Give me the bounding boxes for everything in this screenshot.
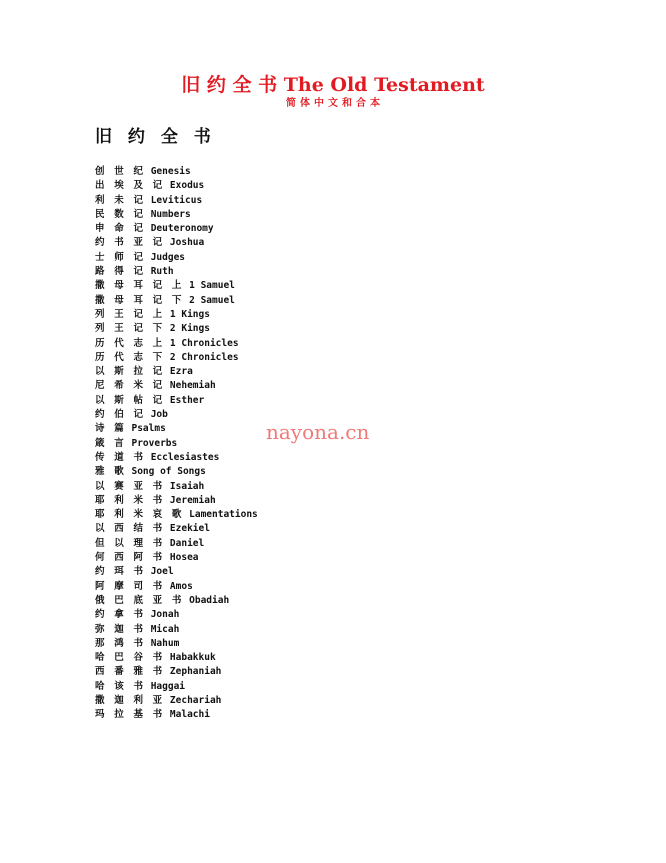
book-chinese-name: 西 番 雅 书 <box>95 666 165 678</box>
book-english-name: Jeremiah <box>169 494 216 506</box>
book-chinese-name: 士 师 记 <box>95 251 145 263</box>
book-list-item[interactable] <box>95 480 258 494</box>
book-english-name: Isaiah <box>169 480 205 492</box>
book-english-name: Proverbs <box>131 437 178 449</box>
page-title: 旧 约 全 书 The Old Testament <box>181 74 485 96</box>
watermark: nayona.cn <box>266 420 370 444</box>
book-english-name: Zephaniah <box>169 666 222 678</box>
book-list-item[interactable] <box>95 294 258 308</box>
book-list-item[interactable] <box>95 680 258 694</box>
book-list-item[interactable] <box>95 637 258 651</box>
book-list-item[interactable] <box>95 236 258 250</box>
book-chinese-name: 以 西 结 书 <box>95 523 165 535</box>
book-english-name: 1 Chronicles <box>169 337 239 349</box>
book-chinese-name: 路 得 记 <box>95 266 145 278</box>
book-english-name: Leviticus <box>150 194 203 206</box>
book-english-name: Nehemiah <box>169 380 216 392</box>
section-heading: 旧 约 全 书 <box>95 127 216 147</box>
book-chinese-name: 尼 希 米 记 <box>95 380 165 392</box>
book-english-name: Judges <box>150 251 186 263</box>
book-chinese-name: 约 书 亚 记 <box>95 237 165 249</box>
book-chinese-name: 以 斯 帖 记 <box>95 394 165 406</box>
book-list-item[interactable] <box>95 580 258 594</box>
book-list-item[interactable] <box>95 594 258 608</box>
book-english-name: Ezekiel <box>169 523 210 535</box>
book-english-name: Habakkuk <box>169 652 216 664</box>
book-english-name: Numbers <box>150 208 191 220</box>
book-list-item[interactable] <box>95 351 258 365</box>
book-chinese-name: 哈 该 书 <box>95 680 145 692</box>
book-english-name: 1 Kings <box>169 308 210 320</box>
book-list-item[interactable] <box>95 565 258 579</box>
book-chinese-name: 列 王 记 下 <box>95 323 165 335</box>
book-list-item[interactable] <box>95 208 258 222</box>
book-list-item[interactable] <box>95 422 258 436</box>
book-chinese-name: 传 道 书 <box>95 451 145 463</box>
book-chinese-name: 箴 言 <box>95 437 126 449</box>
book-english-name: Amos <box>169 580 193 592</box>
book-english-name: 2 Chronicles <box>169 351 239 363</box>
book-chinese-name: 何 西 阿 书 <box>95 552 165 564</box>
book-chinese-name: 民 数 记 <box>95 208 145 220</box>
book-chinese-name: 那 鸿 书 <box>95 637 145 649</box>
book-list-item[interactable] <box>95 694 258 708</box>
book-english-name: Joshua <box>169 237 205 249</box>
book-english-name: Ezra <box>169 366 193 378</box>
book-list-item[interactable] <box>95 437 258 451</box>
book-chinese-name: 弥 迦 书 <box>95 623 145 635</box>
book-chinese-name: 耶 利 米 哀 歌 <box>95 509 184 521</box>
book-chinese-name: 历 代 志 上 <box>95 337 165 349</box>
book-english-name: Job <box>150 409 168 421</box>
book-list-item[interactable] <box>95 337 258 351</box>
book-chinese-name: 约 拿 书 <box>95 609 145 621</box>
book-list-item[interactable] <box>95 379 258 393</box>
book-list-item[interactable] <box>95 179 258 193</box>
book-chinese-name: 撒 母 耳 记 下 <box>95 294 184 306</box>
book-english-name: 2 Samuel <box>189 294 235 306</box>
page-subtitle: 简体中文和合本 <box>286 98 384 109</box>
book-list-item[interactable] <box>95 365 258 379</box>
book-chinese-name: 创 世 纪 <box>95 166 145 177</box>
book-english-name: Esther <box>169 394 205 406</box>
book-chinese-name: 撒 迦 利 亚 <box>95 694 165 706</box>
book-chinese-name: 诗 篇 <box>95 423 126 435</box>
book-list-item[interactable] <box>95 465 258 479</box>
book-chinese-name: 申 命 记 <box>95 223 145 235</box>
book-chinese-name: 哈 巴 谷 书 <box>95 652 165 664</box>
book-english-name: Zechariah <box>169 694 222 706</box>
book-chinese-name: 出 埃 及 记 <box>95 180 165 192</box>
book-chinese-name: 玛 拉 基 书 <box>95 709 165 721</box>
book-chinese-name: 耶 利 米 书 <box>95 494 165 506</box>
book-list-item[interactable] <box>95 623 258 637</box>
book-english-name: Micah <box>150 623 180 635</box>
book-english-name: Ruth <box>150 266 174 278</box>
book-chinese-name: 雅 歌 <box>95 466 126 478</box>
book-chinese-name: 但 以 理 书 <box>95 537 165 549</box>
book-english-name: 2 Kings <box>169 323 210 335</box>
book-english-name: Ecclesiastes <box>150 451 220 463</box>
book-english-name: Deuteronomy <box>150 223 214 235</box>
book-list-item[interactable] <box>95 522 258 536</box>
book-list-item[interactable] <box>95 251 258 265</box>
book-english-name: Psalms <box>131 423 166 435</box>
book-chinese-name: 约 珥 书 <box>95 566 145 578</box>
book-list-item[interactable] <box>95 608 258 622</box>
book-chinese-name: 阿 摩 司 书 <box>95 580 165 592</box>
book-english-name: Genesis <box>150 166 191 177</box>
book-list-item[interactable] <box>95 265 258 279</box>
book-list-item[interactable] <box>95 222 258 236</box>
book-list-item[interactable] <box>95 551 258 565</box>
book-english-name: Song of Songs <box>131 466 206 478</box>
book-list-item[interactable] <box>95 322 258 336</box>
book-english-name: Daniel <box>169 537 205 549</box>
book-list-item[interactable] <box>95 165 258 179</box>
book-chinese-name: 以 斯 拉 记 <box>95 366 165 378</box>
book-chinese-name: 历 代 志 下 <box>95 351 165 363</box>
book-list-item[interactable] <box>95 408 258 422</box>
book-chinese-name: 以 赛 亚 书 <box>95 480 165 492</box>
book-english-name: 1 Samuel <box>189 280 235 292</box>
book-list-item[interactable] <box>95 494 258 508</box>
book-chinese-name: 俄 巴 底 亚 书 <box>95 594 184 606</box>
book-list-item[interactable] <box>95 708 258 722</box>
book-chinese-name: 撒 母 耳 记 上 <box>95 280 184 292</box>
book-chinese-name: 利 未 记 <box>95 194 145 206</box>
book-list-item[interactable] <box>95 394 258 408</box>
book-list-item[interactable] <box>95 194 258 208</box>
book-english-name: Joel <box>150 566 174 578</box>
book-english-name: Haggai <box>150 680 186 692</box>
book-list-item[interactable] <box>95 279 258 293</box>
book-list-item[interactable] <box>95 537 258 551</box>
book-english-name: Obadiah <box>189 594 230 606</box>
book-english-name: Lamentations <box>189 509 258 521</box>
book-list-item[interactable] <box>95 308 258 322</box>
book-english-name: Nahum <box>150 637 180 649</box>
book-list <box>95 165 258 723</box>
book-english-name: Exodus <box>169 180 205 192</box>
book-english-name: Jonah <box>150 609 180 621</box>
book-chinese-name: 列 王 记 上 <box>95 308 165 320</box>
book-list-item[interactable] <box>95 651 258 665</box>
book-list-item[interactable] <box>95 665 258 679</box>
book-list-item[interactable] <box>95 451 258 465</box>
book-english-name: Hosea <box>169 552 199 564</box>
book-english-name: Malachi <box>169 709 210 721</box>
book-list-item[interactable] <box>95 508 258 522</box>
book-chinese-name: 约 伯 记 <box>95 409 145 421</box>
